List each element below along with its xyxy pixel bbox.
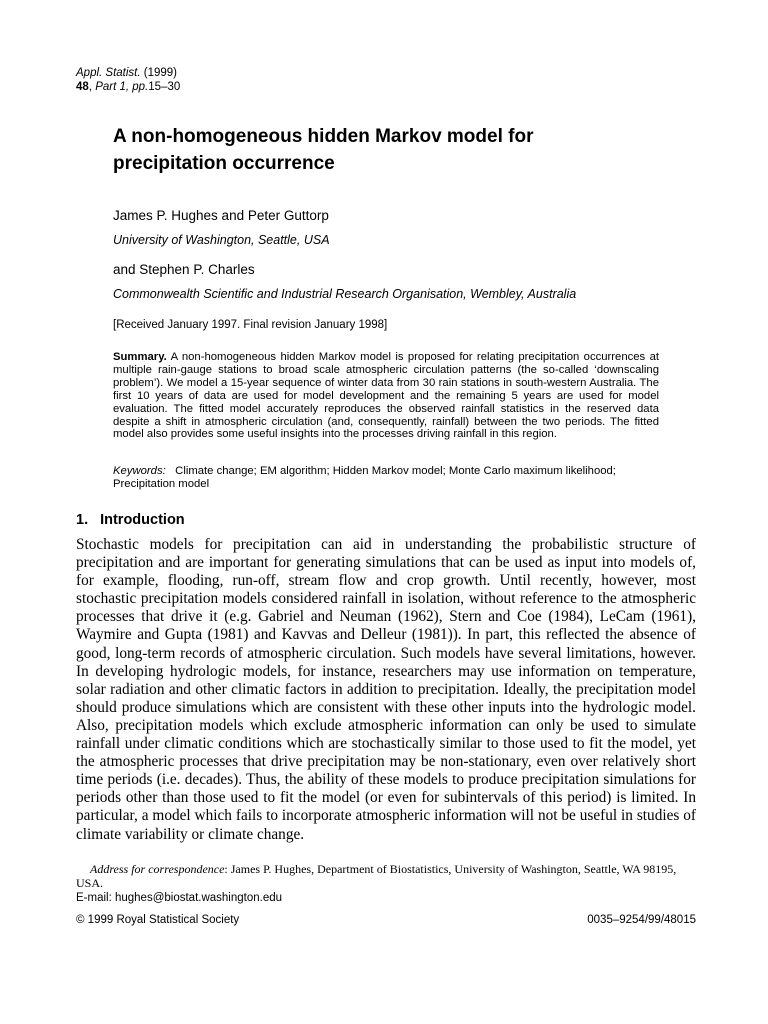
journal-name-line [76,66,180,80]
journal-citation [76,66,180,94]
paper-title [113,123,673,177]
copyright-notice: © 1999 Royal Statistical Society [76,914,240,926]
author-names-1: James P. Hughes and Peter Guttorp [113,208,329,223]
keywords-text: Climate change; EM algorithm; Hidden Markov model; Monte Carlo maximum likelihood; Precipitation model [113,465,616,490]
journal-pages: 15–30 [148,81,181,93]
abstract-summary [113,351,659,441]
journal-part: Part 1, [95,81,130,93]
keywords-label: Keywords: [113,465,166,477]
journal-pages-label: pp. [132,81,149,93]
journal-volume-line: 48, Part 1, pp.15–30 [76,81,181,93]
section-title: Introduction [100,512,185,528]
issn-code: 0035–9254/99/48015 [587,914,696,926]
paper-title-line-2: precipitation occurrence [113,153,335,174]
journal-year: (1999) [143,67,178,79]
journal-volume: 48 [76,81,89,93]
footnote-text: : James P. Hughes, Department of Biostatistics, University of Washington, Seattle, WA 98195, USA. [76,862,677,890]
correspondence-email: E-mail: hughes@biostat.washington.edu [76,892,283,904]
introduction-paragraph: Stochastic models for precipitation can aid in understanding the probabilistic structure of precipitation and are important for generating simulations that can be used as input into models of, for example, flooding, run-off, stream flow and crop growth. Until recently, however, most stochastic precipitation models considered rainfall in isolation, without reference to the atmospheric processes that drive it (e.g. Gabriel and Neuman (1962), Stern and Coe (1984), LeCam (1961), Waymire and Gupta (1981) and Kavvas and Delleur (1981)). In part, this reflected the absence of good, long-term records of atmospheric circulation. Such models have several limitations, however. In developing hydrologic models, for instance, researchers may use information on temperature, solar radiation and other climatic factors in addition to precipitation. Ideally, the precipitation model should produce simulations which are consistent with these other inputs into the hydrologic model. Also, precipitation models which exclude atmospheric information can only be used to simulate rainfall under climatic conditions which are stochastically similar to those used to fit the model, yet the atmospheric processes that drive precipitation may be non-stationary, even over relatively short time periods (i.e. decades). Thus, the ability of these models to produce precipitation simulations for periods other than those used to fit the model (or even for subintervals of this period) is limited. In particular, a model which fails to incorporate atmospheric information will not be useful in studies of climate variability or climate change. [76,536,696,843]
author-affiliation-1: University of Washington, Seattle, USA [113,233,330,247]
correspondence-footnote [76,862,696,890]
author-affiliation-2: Commonwealth Scientific and Industrial Research Organisation, Wembley, Australia [113,287,577,301]
keywords [113,465,659,491]
summary-text: A non-homogeneous hidden Markov model is proposed for relating precipitation occurrences at multiple rain-gauge stations to broad scale atmospheric circulation patterns (the so-called ‘downscaling problem’). We model a 15-year sequence of winter data from 30 rain stations in south-western Australia. The first 10 years of data are used for model development and the remaining 5 years are used for model evaluation. The fitted model accurately reproduces the observed rainfall statistics in the reserved data despite a shift in atmospheric circulation (and, consequently, rainfall) between the two periods. The fitted model also provides some useful insights into the processes driving rainfall in this region. [113,351,660,441]
summary-label: Summary. [113,351,167,363]
section-number: 1. [76,512,89,528]
footnote-label: Address for correspondence [90,862,225,876]
received-dates: [Received January 1997. Final revision January 1998] [113,319,388,331]
journal-name: Appl. Statist. [76,67,141,79]
author-names-2: and Stephen P. Charles [113,262,255,277]
paper-title-line-1: A non-homogeneous hidden Markov model for [113,126,534,147]
section-heading-introduction [76,511,185,529]
